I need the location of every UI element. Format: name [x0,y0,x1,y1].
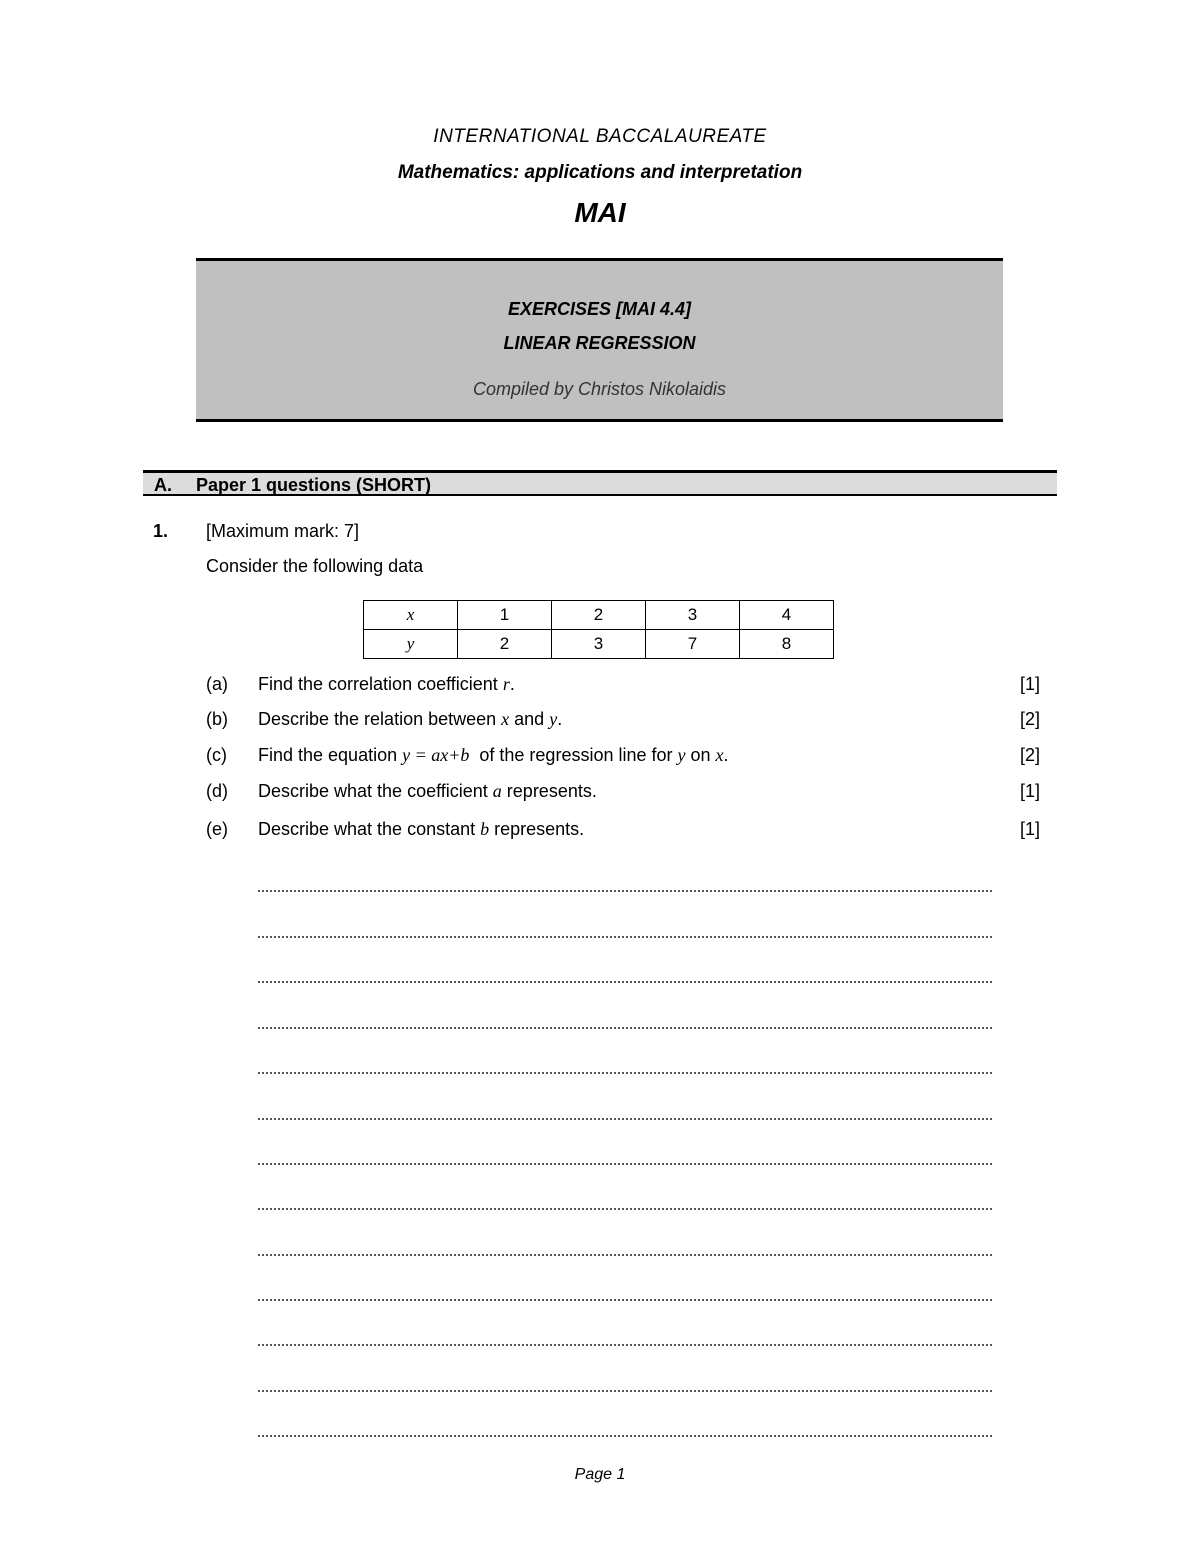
part-label-b: (b) [206,709,228,729]
part-text-segment: of the regression line for [469,745,678,765]
answer-line [258,1072,992,1074]
part-label-d: (d) [206,781,228,801]
answer-line [258,1390,992,1392]
math-symbol: x [501,709,510,729]
section-header [143,470,1057,496]
data-table [363,600,834,659]
part-mark-e: [1] [1019,819,1040,839]
answer-line [258,1254,992,1256]
table-row-label: y [364,630,458,659]
math-symbol: y [677,745,686,765]
table-row [364,601,834,630]
section-letter: A. [154,475,172,495]
part-text-segment: represents. [501,781,597,801]
table-cell: 4 [740,601,834,630]
table-cell: 3 [552,630,646,659]
part-mark-a: [1] [1019,674,1040,694]
math-symbol: r [502,674,510,694]
section-title: Paper 1 questions (SHORT) [196,475,432,495]
answer-line [258,1163,992,1165]
part-mark-c: [2] [1019,745,1040,765]
math-symbol: b [480,819,490,839]
part-text-c [258,745,729,766]
part-text-b [258,709,562,730]
answer-line [258,1435,992,1437]
banner-exercises: EXERCISES [MAI 4.4] [507,299,692,319]
math-symbol: a [492,781,502,801]
part-text-a [258,674,515,695]
question-max-mark: [Maximum mark: 7] [206,521,360,541]
answer-line [258,1299,992,1301]
part-text-segment: . [557,709,563,729]
table-cell: 8 [740,630,834,659]
page-number: Page 1 [574,1466,626,1483]
math-equation: y = ax+b [402,745,470,765]
banner-author: Compiled by Christos Nikolaidis [472,379,727,399]
question-number: 1. [153,521,169,541]
question-intro: Consider the following data [206,556,424,576]
part-text-segment: and [509,709,550,729]
part-text-e [258,819,584,840]
table-row [364,630,834,659]
part-text-d [258,781,597,802]
part-label-c: (c) [206,745,227,765]
banner-topic: LINEAR REGRESSION [503,333,696,353]
header-code: MAI [574,197,626,228]
answer-line [258,1208,992,1210]
part-text-segment: . [723,745,729,765]
part-text-segment: Describe the relation between [258,709,502,729]
answer-line [258,1027,992,1029]
table-cell: 2 [458,630,552,659]
part-text-segment: Find the correlation coefficient [258,674,503,694]
table-cell: 7 [646,630,740,659]
answer-line [258,936,992,938]
part-text-segment: Find the equation [258,745,403,765]
answer-line [258,890,992,892]
part-text-segment: Describe what the constant [258,819,481,839]
header-organization: INTERNATIONAL BACCALAUREATE [433,126,767,147]
answer-line [258,981,992,983]
answer-line [258,1118,992,1120]
part-mark-b: [2] [1019,709,1040,729]
header-course: Mathematics: applications and interpretation [397,162,803,183]
table-row-label: x [364,601,458,630]
part-label-e: (e) [206,819,228,839]
part-text-segment: on [685,745,716,765]
part-label-a: (a) [206,674,228,694]
math-symbol: y [549,709,558,729]
title-banner [196,258,1003,422]
table-cell: 3 [646,601,740,630]
table-cell: 2 [552,601,646,630]
part-text-segment: Describe what the coefficient [258,781,493,801]
part-text-segment: represents. [489,819,585,839]
math-symbol: x [715,745,724,765]
part-text-segment: . [509,674,515,694]
part-mark-d: [1] [1019,781,1040,801]
table-cell: 1 [458,601,552,630]
answer-line [258,1344,992,1346]
